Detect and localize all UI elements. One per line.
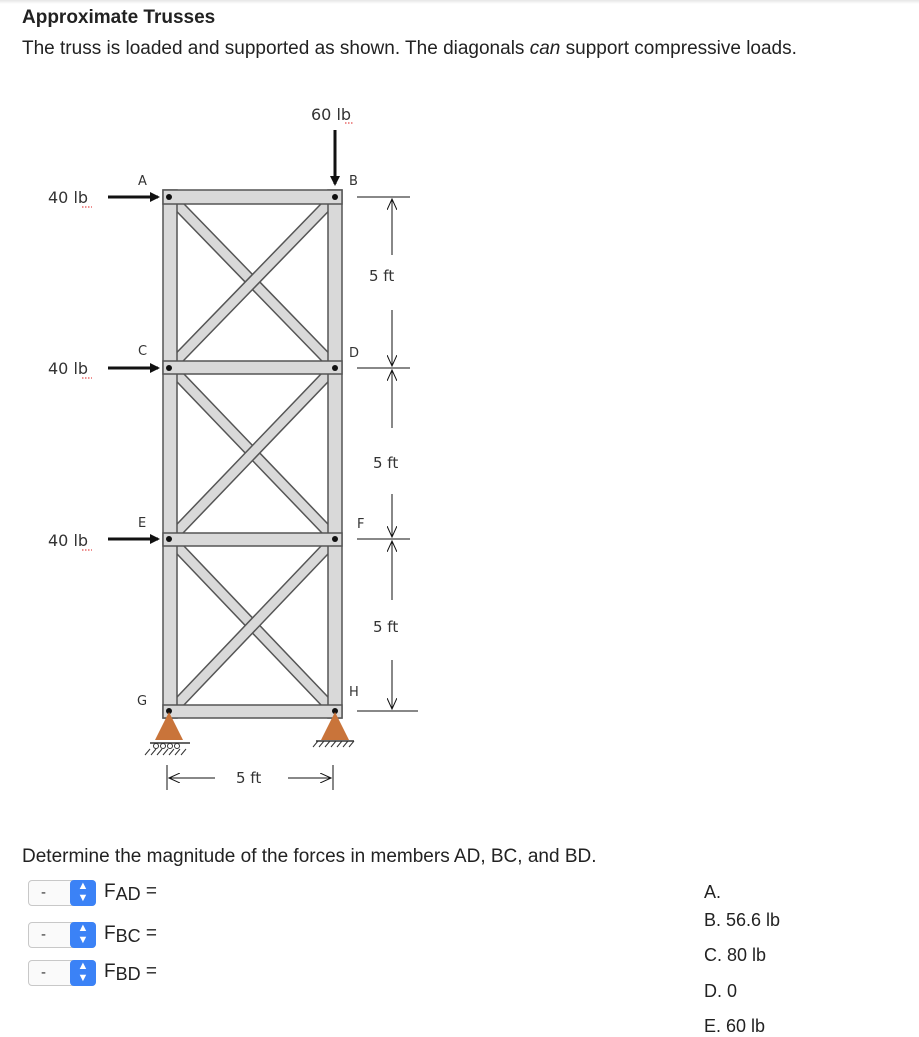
dim-label-CE: 5 ft [373, 454, 399, 472]
answer-select-BD[interactable] [28, 960, 96, 986]
answer-select-AD[interactable] [28, 880, 96, 906]
member-GH [163, 705, 342, 718]
intro-text-2: support compressive loads. [560, 38, 797, 59]
dim-label-EG: 5 ft [373, 618, 399, 636]
left-column [163, 190, 177, 718]
choice-e: E. 60 lb [704, 1016, 766, 1036]
node-label-D: D [349, 346, 360, 361]
dim-label-width: 5 ft [236, 769, 262, 787]
choice-c: C. 80 lb [704, 945, 767, 965]
member-EF [163, 533, 342, 546]
member-CD [163, 361, 342, 374]
truss-diagram [0, 90, 919, 830]
question-prompt: Determine the magnitude of the forces in members AD, BC, and BD. [22, 846, 597, 867]
select-stepper-icon[interactable]: ▲ ▼ [70, 922, 96, 948]
top-load-label: 60 lb [311, 105, 352, 124]
answer-select-BC[interactable] [28, 922, 96, 948]
select-stepper-icon[interactable]: ▲ ▼ [70, 880, 96, 906]
force-label-AD: FAD = [104, 881, 157, 904]
select-value: - [41, 964, 46, 981]
force-label-BD: FBD = [104, 961, 157, 984]
problem-statement [22, 38, 797, 60]
node-label-A: A [138, 174, 147, 189]
intro-emphasis: can [529, 38, 561, 59]
choice-b: B. 56.6 lb [704, 910, 781, 930]
member-AB [163, 190, 342, 204]
right-column [328, 190, 342, 718]
load-label-A: 40 lb [48, 188, 89, 207]
diagonal-members [170, 197, 335, 712]
select-value: - [41, 884, 46, 901]
top-shadow [0, 0, 919, 4]
node-label-H: H [349, 685, 359, 700]
select-value: - [41, 926, 46, 943]
intro-text-1: The truss is loaded and supported as shown. The diagonals [22, 38, 530, 59]
node-label-F: F [357, 517, 365, 532]
load-label-E: 40 lb [48, 531, 89, 550]
choice-a: A. [704, 882, 722, 902]
page-title: Approximate Trusses [22, 7, 216, 28]
node-label-G: G [137, 694, 148, 709]
choice-d: D. 0 [704, 981, 738, 1001]
node-label-B: B [349, 174, 358, 189]
force-label-BC: FBC = [104, 923, 157, 946]
load-label-C: 40 lb [48, 359, 89, 378]
node-label-C: C [138, 344, 148, 359]
dim-label-AC: 5 ft [369, 267, 395, 285]
select-stepper-icon[interactable]: ▲ ▼ [70, 960, 96, 986]
node-label-E: E [138, 516, 147, 531]
